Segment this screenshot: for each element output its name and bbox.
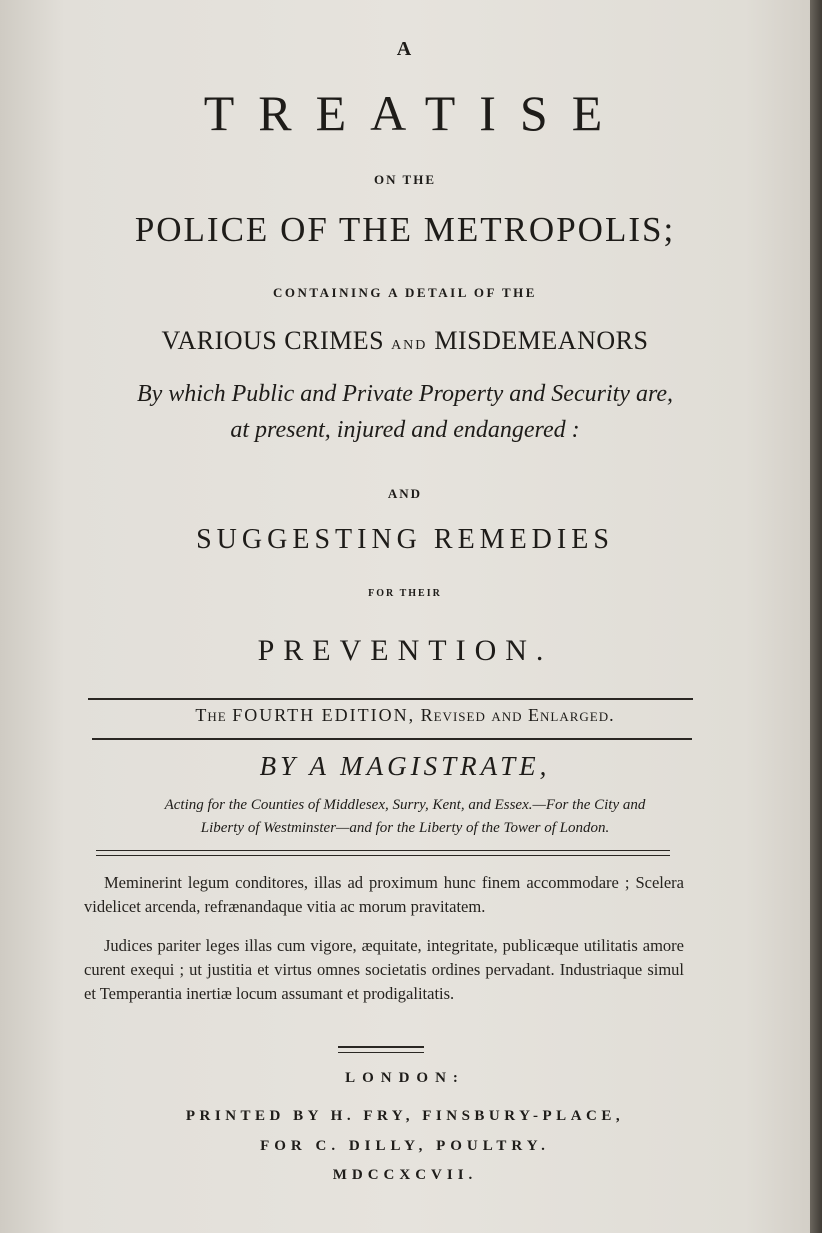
latin-quote-2-text: Judices pariter leges illas cum vigore, æquitate, integritate, publicæque utilitatis amore curent exequi ; ut justitia et virtus omnes societatis ordines pervadant. Industriaque simul et Temperantia inertiæ locum assumant et prodigalitatis. [84, 936, 684, 1003]
prevention-line: PREVENTION. [257, 634, 553, 667]
edition-the: The [195, 705, 227, 725]
double-rule-bottom [96, 855, 670, 856]
and-line: AND [387, 486, 423, 501]
latin-quote-1-text: Meminerint legum conditores, illas ad proximum hunc finem accommodare ; Scelera videlicet arcenda, refrænandaque vitia ac morum pravitatem. [84, 873, 684, 916]
acting-line-1: Acting for the Counties of Middlesex, Surry, Kent, and Essex.—For the City and [164, 797, 646, 813]
edition-rest: Revised and Enlarged. [420, 705, 615, 725]
imprint-for: FOR C. DILLY, POULTRY. [260, 1138, 550, 1154]
italic-line-1: By which Public and Private Property and Security are, [136, 381, 674, 407]
crimes-line [0, 326, 810, 356]
ornament-rule-bottom [338, 1052, 424, 1053]
rule-above-edition [88, 698, 693, 700]
imprint-city: LONDON: [345, 1070, 465, 1086]
for-their-line: FOR THEIR [368, 588, 442, 599]
double-rule-top [96, 850, 670, 851]
page-edge-shadow [810, 0, 822, 1233]
on-the-line: ON THE [374, 172, 436, 187]
imprint-year: MDCCXCVII. [332, 1167, 478, 1183]
rule-below-edition [92, 738, 692, 740]
author-line: BY A MAGISTRATE, [259, 751, 551, 781]
imprint-printer: PRINTED BY H. FRY, FINSBURY-PLACE, [185, 1108, 625, 1124]
latin-quote-2 [84, 934, 684, 1006]
italic-line-2: at present, injured and endangered : [230, 417, 580, 443]
crimes-post: MISDEMEANORS [434, 326, 649, 355]
ornament-rule-top [338, 1046, 424, 1048]
latin-quote-1 [84, 871, 684, 919]
main-title: TREATISE [203, 85, 627, 141]
edition-line [0, 705, 810, 726]
crimes-pre: VARIOUS CRIMES [161, 326, 385, 355]
acting-line-2: Liberty of Westminster—and for the Liberty of the Tower of London. [200, 820, 610, 836]
containing-line: CONTAINING A DETAIL OF THE [273, 285, 537, 300]
crimes-and: AND [391, 338, 428, 353]
article-a: A [396, 38, 414, 60]
edition-main: FOURTH EDITION, [232, 705, 416, 725]
suggesting-line: SUGGESTING REMEDIES [196, 524, 614, 555]
subject-line: POLICE OF THE METROPOLIS; [134, 210, 676, 249]
